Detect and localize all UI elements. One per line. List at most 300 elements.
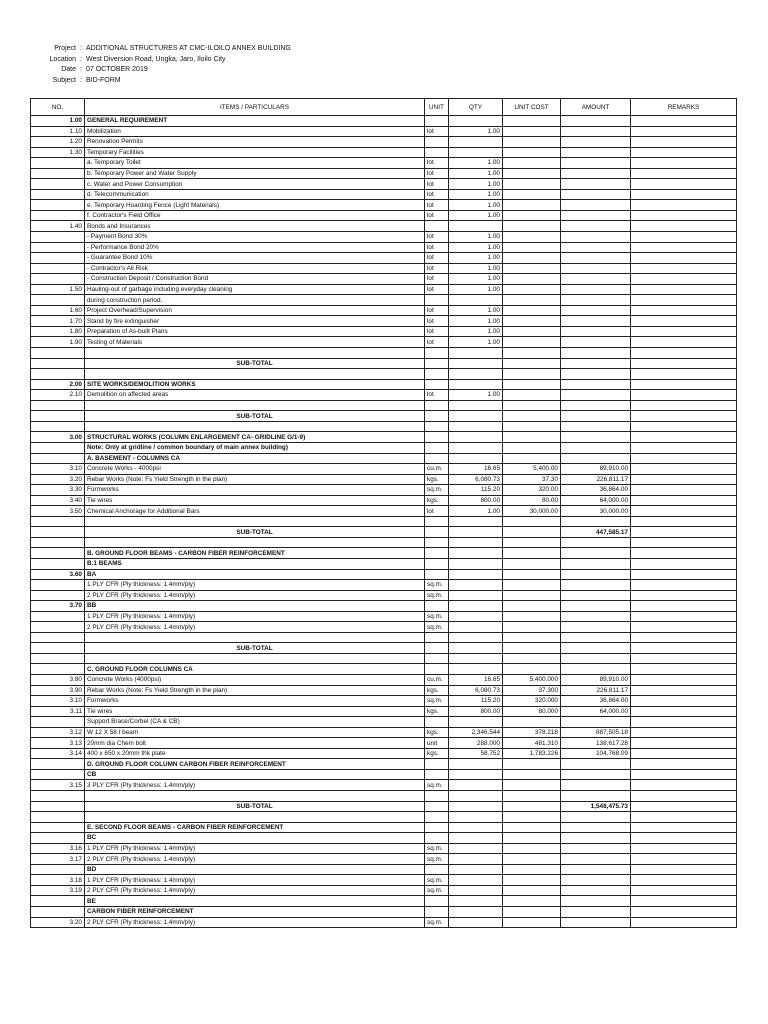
row-remarks <box>631 537 737 548</box>
row-unit-cost <box>503 622 561 633</box>
table-row <box>31 305 737 316</box>
row-amount <box>561 917 631 928</box>
row-item: Preparation of As-built Plans <box>85 326 425 337</box>
row-unit-cost <box>503 305 561 316</box>
row-unit-cost <box>503 664 561 675</box>
row-item: 400 x 650 x 20mm thk plate <box>85 748 425 759</box>
row-item: c. Water and Power Consumption <box>85 179 425 190</box>
row-amount <box>561 369 631 380</box>
row-no: 3.40 <box>31 495 85 506</box>
table-row <box>31 590 737 601</box>
project-line: Project : ADDITIONAL STRUCTURES AT CMC-ILOILO ANNEX BUILDING <box>30 44 291 55</box>
row-amount <box>561 643 631 654</box>
row-unit: kgs. <box>425 474 449 485</box>
row-unit-cost: 80.000 <box>503 706 561 717</box>
row-unit: lot <box>425 316 449 327</box>
row-remarks <box>631 812 737 823</box>
row-no: 3.17 <box>31 854 85 865</box>
row-item: CARBON FIBER REINFORCEMENT <box>85 907 425 918</box>
row-remarks <box>631 116 737 127</box>
row-unit <box>425 632 449 643</box>
table-row <box>31 632 737 643</box>
location-value: West Diversion Road, Ungka, Jaro, Iloilo City <box>86 55 226 63</box>
row-amount: 1,548,475.73 <box>561 801 631 812</box>
row-unit: lot <box>425 168 449 179</box>
row-no <box>31 210 85 221</box>
row-unit <box>425 527 449 538</box>
table-row <box>31 253 737 264</box>
row-item: 1 PLY CFR (Ply thickness: 1.4mm/ply) <box>85 875 425 886</box>
row-amount <box>561 833 631 844</box>
table-row <box>31 379 737 390</box>
row-item: Renovation Permits <box>85 137 425 148</box>
table-row <box>31 674 737 685</box>
row-unit-cost <box>503 284 561 295</box>
table-row <box>31 421 737 432</box>
row-amount <box>561 274 631 285</box>
row-remarks <box>631 801 737 812</box>
row-no <box>31 274 85 285</box>
row-qty: 1.00 <box>449 232 503 243</box>
row-no: 3.20 <box>31 474 85 485</box>
row-remarks <box>631 907 737 918</box>
row-remarks <box>631 200 737 211</box>
row-unit: sq.m. <box>425 622 449 633</box>
row-qty <box>449 664 503 675</box>
row-unit <box>425 759 449 770</box>
row-amount <box>561 189 631 200</box>
row-item <box>85 516 425 527</box>
row-unit-cost: 30,000.00 <box>503 506 561 517</box>
row-unit: lot <box>425 210 449 221</box>
row-qty <box>449 843 503 854</box>
table-row <box>31 411 737 422</box>
row-amount <box>561 147 631 158</box>
row-unit-cost: 320.000 <box>503 696 561 707</box>
date-line: Date : 07 OCTOBER 2019 <box>30 65 291 76</box>
row-unit <box>425 116 449 127</box>
row-no <box>31 537 85 548</box>
row-item: e. Temporary Hoarding Fence (Light Materials) <box>85 200 425 211</box>
row-item <box>85 812 425 823</box>
row-remarks <box>631 506 737 517</box>
row-unit: lot <box>425 179 449 190</box>
row-remarks <box>631 696 737 707</box>
row-qty <box>449 622 503 633</box>
row-unit-cost <box>503 316 561 327</box>
row-remarks <box>631 210 737 221</box>
row-amount <box>561 421 631 432</box>
table-row <box>31 769 737 780</box>
row-item: Formworks <box>85 485 425 496</box>
row-unit-cost <box>503 759 561 770</box>
row-qty <box>449 643 503 654</box>
row-remarks <box>631 337 737 348</box>
row-qty <box>449 717 503 728</box>
table-row <box>31 759 737 770</box>
row-amount <box>561 158 631 169</box>
row-remarks <box>631 442 737 453</box>
table-row <box>31 527 737 538</box>
table-row <box>31 284 737 295</box>
row-item: Bonds and Insurances <box>85 221 425 232</box>
row-unit <box>425 221 449 232</box>
row-unit-cost <box>503 864 561 875</box>
table-row <box>31 189 737 200</box>
table-row <box>31 242 737 253</box>
table-row <box>31 727 737 738</box>
table-row <box>31 664 737 675</box>
row-remarks <box>631 896 737 907</box>
row-no <box>31 168 85 179</box>
row-unit: lot <box>425 242 449 253</box>
row-unit-cost <box>503 548 561 559</box>
row-unit <box>425 442 449 453</box>
row-unit-cost: 80.00 <box>503 495 561 506</box>
row-no: 3.15 <box>31 780 85 791</box>
table-row <box>31 232 737 243</box>
row-item: W 12 X 58 I beam <box>85 727 425 738</box>
row-unit-cost <box>503 780 561 791</box>
table-row <box>31 833 737 844</box>
row-unit-cost <box>503 601 561 612</box>
row-no <box>31 242 85 253</box>
row-qty <box>449 812 503 823</box>
row-remarks <box>631 390 737 401</box>
row-unit-cost <box>503 791 561 802</box>
table-row <box>31 316 737 327</box>
row-amount <box>561 400 631 411</box>
row-item: 1 PLY CFR (Ply thickness: 1.4mm/ply) <box>85 580 425 591</box>
row-qty: 1.00 <box>449 305 503 316</box>
project-value: ADDITIONAL STRUCTURES AT CMC-ILOILO ANNEX BUILDING <box>86 45 291 52</box>
table-row <box>31 843 737 854</box>
row-amount: 226,811.17 <box>561 474 631 485</box>
row-no: 3.00 <box>31 432 85 443</box>
row-amount: 89,910.00 <box>561 674 631 685</box>
row-amount: 30,000.00 <box>561 506 631 517</box>
row-unit-cost <box>503 643 561 654</box>
row-no: 1.60 <box>31 305 85 316</box>
row-remarks <box>631 854 737 865</box>
row-remarks <box>631 369 737 380</box>
row-no <box>31 200 85 211</box>
row-amount <box>561 601 631 612</box>
row-unit-cost <box>503 263 561 274</box>
table-row <box>31 875 737 886</box>
row-amount <box>561 295 631 306</box>
row-item: Tie wires <box>85 706 425 717</box>
table-row <box>31 221 737 232</box>
row-no: 3.50 <box>31 506 85 517</box>
row-unit <box>425 801 449 812</box>
row-unit-cost <box>503 116 561 127</box>
row-no <box>31 442 85 453</box>
table-row <box>31 516 737 527</box>
row-remarks <box>631 558 737 569</box>
row-item: E. SECOND FLOOR BEAMS - CARBON FIBER REINFORCEMENT <box>85 822 425 833</box>
row-remarks <box>631 653 737 664</box>
row-amount: 64,000.00 <box>561 706 631 717</box>
row-unit-cost <box>503 801 561 812</box>
row-no <box>31 643 85 654</box>
row-no: 1.50 <box>31 284 85 295</box>
row-item: during construction period. <box>85 295 425 306</box>
location-label: Location <box>49 55 76 63</box>
row-item: Note: Only at gridline / common boundary of main annex building) <box>85 442 425 453</box>
row-qty: 288.000 <box>449 738 503 749</box>
row-item: f. Contractor's Field Office <box>85 210 425 221</box>
table-row <box>31 453 737 464</box>
row-qty <box>449 295 503 306</box>
row-remarks <box>631 548 737 559</box>
row-unit <box>425 569 449 580</box>
row-unit: kgs. <box>425 706 449 717</box>
col-header-unit: UNIT <box>425 99 449 116</box>
row-no: 3.12 <box>31 727 85 738</box>
row-unit: lot <box>425 390 449 401</box>
row-item: GENERAL REQUIREMENT <box>85 116 425 127</box>
row-unit-cost <box>503 200 561 211</box>
row-no <box>31 548 85 559</box>
row-unit: sq.m. <box>425 843 449 854</box>
row-qty: 115.20 <box>449 485 503 496</box>
row-unit-cost <box>503 717 561 728</box>
row-item: 1 PLY CFR (Ply thickness: 1.4mm/ply) <box>85 611 425 622</box>
row-unit <box>425 147 449 158</box>
row-amount <box>561 348 631 359</box>
row-qty <box>449 358 503 369</box>
row-remarks <box>631 685 737 696</box>
row-qty: 1.00 <box>449 337 503 348</box>
table-row <box>31 622 737 633</box>
row-unit: cu.m. <box>425 674 449 685</box>
row-unit-cost <box>503 812 561 823</box>
row-remarks <box>631 769 737 780</box>
table-row <box>31 116 737 127</box>
row-no: 3.10 <box>31 696 85 707</box>
row-amount <box>561 221 631 232</box>
row-unit-cost: 1,783.226 <box>503 748 561 759</box>
row-no: 3.30 <box>31 485 85 496</box>
row-item: Demolition on affected areas <box>85 390 425 401</box>
row-no <box>31 411 85 422</box>
row-no: 3.70 <box>31 601 85 612</box>
row-qty: 1.00 <box>449 189 503 200</box>
row-unit-cost <box>503 569 561 580</box>
row-amount <box>561 284 631 295</box>
row-remarks <box>631 253 737 264</box>
row-no <box>31 653 85 664</box>
row-amount <box>561 653 631 664</box>
row-qty <box>449 147 503 158</box>
row-qty <box>449 896 503 907</box>
row-qty: 1.00 <box>449 210 503 221</box>
row-unit: lot <box>425 189 449 200</box>
row-remarks <box>631 147 737 158</box>
row-remarks <box>631 274 737 285</box>
row-unit-cost <box>503 189 561 200</box>
row-unit-cost <box>503 896 561 907</box>
row-no <box>31 622 85 633</box>
row-amount <box>561 812 631 823</box>
subject-value: BID-FORM <box>86 76 121 84</box>
table-row <box>31 643 737 654</box>
row-amount <box>561 379 631 390</box>
row-qty <box>449 801 503 812</box>
row-unit-cost <box>503 274 561 285</box>
row-amount: 138,617.28 <box>561 738 631 749</box>
row-qty <box>449 537 503 548</box>
row-unit-cost <box>503 221 561 232</box>
row-item: - Guarantee Bond 10% <box>85 253 425 264</box>
row-item <box>85 632 425 643</box>
row-qty <box>449 116 503 127</box>
row-qty <box>449 516 503 527</box>
row-unit-cost <box>503 917 561 928</box>
row-no <box>31 664 85 675</box>
row-no <box>31 527 85 538</box>
row-unit: lot <box>425 158 449 169</box>
row-amount <box>561 453 631 464</box>
table-row <box>31 738 737 749</box>
row-item: Stand by fire extinguisher <box>85 316 425 327</box>
row-no: 3.60 <box>31 569 85 580</box>
row-item: BA <box>85 569 425 580</box>
row-amount <box>561 896 631 907</box>
table-row <box>31 558 737 569</box>
row-unit <box>425 516 449 527</box>
row-remarks <box>631 189 737 200</box>
col-header-items: ITEMS / PARTICULARS <box>85 99 425 116</box>
row-no <box>31 158 85 169</box>
row-qty <box>449 590 503 601</box>
row-unit-cost: 378.218 <box>503 727 561 738</box>
row-amount <box>561 137 631 148</box>
row-unit: lot <box>425 253 449 264</box>
date-value: 07 OCTOBER 2019 <box>86 66 148 73</box>
row-no: 3.16 <box>31 843 85 854</box>
row-unit <box>425 653 449 664</box>
document-header <box>30 44 291 86</box>
row-item: - Payment Bond 30% <box>85 232 425 243</box>
row-qty: 2,346.544 <box>449 727 503 738</box>
table-row <box>31 611 737 622</box>
row-qty: 1.00 <box>449 179 503 190</box>
table-row <box>31 854 737 865</box>
table-row <box>31 706 737 717</box>
table-row <box>31 295 737 306</box>
row-amount <box>561 632 631 643</box>
row-unit-cost <box>503 337 561 348</box>
row-unit: sq.m. <box>425 590 449 601</box>
row-item: 1 PLY CFR (Ply thickness: 1.4mm/ply) <box>85 843 425 854</box>
row-item: Concrete Works (4000psi) <box>85 674 425 685</box>
row-remarks <box>631 622 737 633</box>
row-item: b. Temporary Power and Water Supply <box>85 168 425 179</box>
table-row <box>31 168 737 179</box>
row-amount <box>561 548 631 559</box>
row-unit: sq.m. <box>425 580 449 591</box>
row-no <box>31 759 85 770</box>
row-no <box>31 864 85 875</box>
project-label: Project <box>54 45 76 52</box>
row-unit: kgs. <box>425 685 449 696</box>
table-row <box>31 548 737 559</box>
table-row <box>31 917 737 928</box>
row-item: BB <box>85 601 425 612</box>
row-unit: kgs. <box>425 727 449 738</box>
row-unit-cost <box>503 369 561 380</box>
row-unit-cost <box>503 653 561 664</box>
row-unit-cost <box>503 516 561 527</box>
row-remarks <box>631 411 737 422</box>
row-no: 1.10 <box>31 126 85 137</box>
table-row <box>31 274 737 285</box>
row-unit: sq.m. <box>425 611 449 622</box>
row-remarks <box>631 348 737 359</box>
table-row <box>31 137 737 148</box>
row-unit <box>425 664 449 675</box>
row-qty: 58.752 <box>449 748 503 759</box>
row-item: Chemical Anchorage for Additional Bars <box>85 506 425 517</box>
row-amount <box>561 432 631 443</box>
row-unit: kgs. <box>425 748 449 759</box>
row-unit: sq.m. <box>425 917 449 928</box>
row-unit-cost <box>503 295 561 306</box>
row-no: 3.19 <box>31 885 85 896</box>
row-qty <box>449 400 503 411</box>
row-remarks <box>631 759 737 770</box>
row-amount <box>561 263 631 274</box>
row-remarks <box>631 284 737 295</box>
row-remarks <box>631 643 737 654</box>
table-row <box>31 147 737 158</box>
row-qty: 1.00 <box>449 284 503 295</box>
row-unit <box>425 822 449 833</box>
row-no <box>31 907 85 918</box>
row-qty: 1.00 <box>449 263 503 274</box>
table-row <box>31 358 737 369</box>
row-qty <box>449 791 503 802</box>
row-remarks <box>631 305 737 316</box>
row-no: 3.10 <box>31 464 85 475</box>
row-unit-cost: 37.300 <box>503 685 561 696</box>
row-unit-cost <box>503 126 561 137</box>
row-unit-cost <box>503 875 561 886</box>
row-no <box>31 896 85 907</box>
row-remarks <box>631 516 737 527</box>
row-unit <box>425 295 449 306</box>
row-remarks <box>631 875 737 886</box>
row-unit-cost: 481.310 <box>503 738 561 749</box>
row-unit <box>425 421 449 432</box>
row-unit <box>425 369 449 380</box>
row-unit-cost <box>503 210 561 221</box>
row-amount <box>561 875 631 886</box>
row-item: A. BASEMENT - COLUMNS CA <box>85 453 425 464</box>
row-unit <box>425 601 449 612</box>
row-unit: lot <box>425 232 449 243</box>
table-body <box>31 116 737 928</box>
row-unit <box>425 769 449 780</box>
row-unit <box>425 548 449 559</box>
row-unit-cost: 37.30 <box>503 474 561 485</box>
row-item: 2 PLY CFR (Ply thickness: 1.4mm/ply) <box>85 590 425 601</box>
row-no: 2.10 <box>31 390 85 401</box>
row-qty: 1.00 <box>449 253 503 264</box>
row-qty: 800.00 <box>449 495 503 506</box>
